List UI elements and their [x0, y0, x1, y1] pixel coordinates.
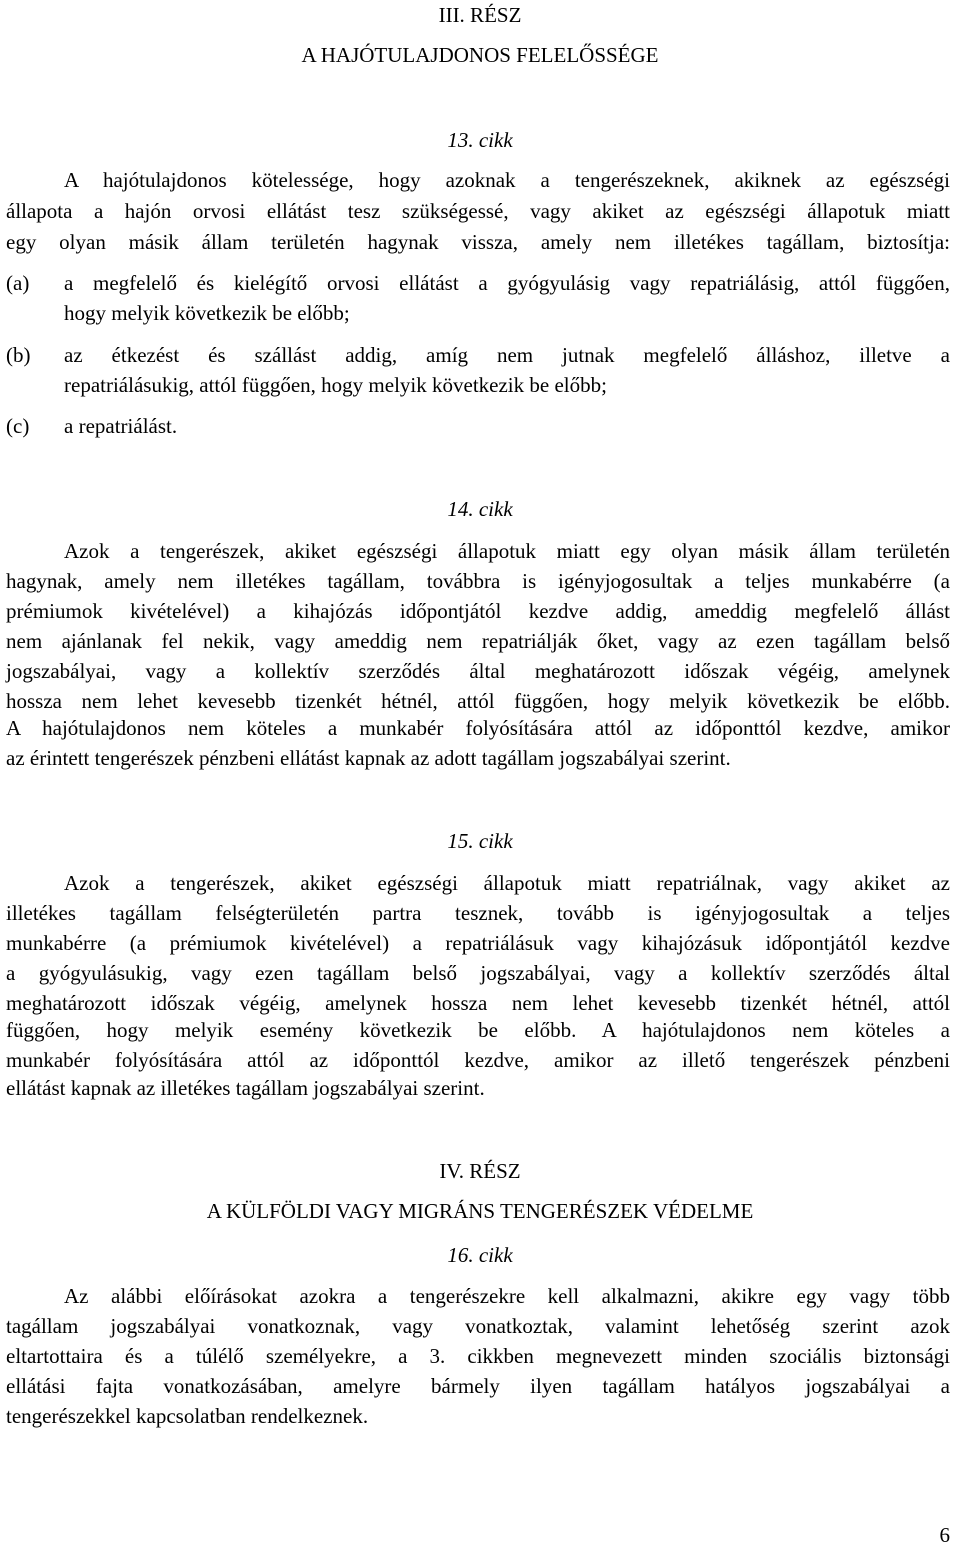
- paragraph-line: függően, hogy melyik esemény következik be előbb. A hajótulajdonos nem köteles a: [6, 1018, 950, 1042]
- part-title: A KÜLFÖLDI VAGY MIGRÁNS TENGERÉSZEK VÉDELME: [206, 1199, 754, 1223]
- paragraph-line: ellátási fajta vonatkozásában, amelyre bármely ilyen tagállam hatályos jogszabályai a: [6, 1374, 950, 1398]
- article-heading: 13. cikk: [447, 128, 513, 152]
- part-heading: IV. RÉSZ: [439, 1159, 521, 1183]
- paragraph-line: munkabérre (a prémiumok kivételével) a repatriálásuk vagy kihajózásuk időpontjától kezdve: [6, 931, 950, 955]
- paragraph-line: illetékes tagállam felségterületén partra tesznek, tovább is igényjogosultak a teljes: [6, 901, 950, 925]
- paragraph-line: hossza nem lehet kevesebb tizenkét hétnél, attól függően, hogy melyik következik be előbb.: [6, 689, 950, 713]
- paragraph-line: meghatározott időszak végéig, amelynek hossza nem lehet kevesebb tizenkét hétnél, attól: [6, 991, 950, 1015]
- paragraph-line: tagállam jogszabályai vonatkoznak, vagy vonatkoztak, valamint lehetőség szerint azok: [6, 1314, 950, 1338]
- paragraph-line: jogszabályai, vagy a kollektív szerződés által meghatározott időszak végéig, amelynek: [6, 659, 950, 683]
- paragraph-line: egy olyan másik állam területén hagynak vissza, amely nem illetékes tagállam, biztosítja:: [6, 230, 950, 254]
- paragraph-line: ellátást kapnak az illetékes tagállam jogszabályai szerint.: [6, 1076, 485, 1100]
- list-item-label: (c): [6, 414, 30, 438]
- list-item-line: hogy melyik következik be előbb;: [64, 301, 350, 325]
- paragraph-line: A hajótulajdonos nem köteles a munkabér folyósítására attól az időponttól kezdve, amikor: [6, 716, 950, 740]
- list-item-line: a megfelelő és kielégítő orvosi ellátást a gyógyulásig vagy repatriálásig, attól függően,: [64, 271, 950, 295]
- list-item-line: repatriálásukig, attól függően, hogy melyik következik be előbb;: [64, 373, 607, 397]
- paragraph-line: állapota a hajón orvosi ellátást tesz szükségessé, vagy akiket az egészségi állapotuk miatt: [6, 199, 950, 223]
- paragraph-line: nem ajánlanak fel nekik, vagy ameddig nem repatriálják őket, vagy az ezen tagállam belső: [6, 629, 950, 653]
- article-heading: 15. cikk: [447, 829, 513, 853]
- article-heading: 14. cikk: [447, 497, 513, 521]
- page-number: 6: [939, 1523, 950, 1547]
- part-heading: III. RÉSZ: [438, 3, 522, 27]
- paragraph-line: az érintett tengerészek pénzbeni ellátást kapnak az adott tagállam jogszabályai szerint.: [6, 746, 731, 770]
- paragraph-line: Azok a tengerészek, akiket egészségi állapotuk miatt egy olyan másik állam területén: [64, 539, 950, 563]
- paragraph-line: hagynak, amely nem illetékes tagállam, továbbra is igényjogosultak a teljes munkabérre (a: [6, 569, 950, 593]
- paragraph-line: munkabér folyósítására attól az időponttól kezdve, amikor az illető tengerészek pénzbeni: [6, 1048, 950, 1072]
- paragraph-line: prémiumok kivételével) a kihajózás időpontjától kezdve addig, ameddig megfelelő állást: [6, 599, 950, 623]
- paragraph-line: eltartottaira és a túlélő személyekre, a 3. cikkben megnevezett minden szociális biztonsági: [6, 1344, 950, 1368]
- list-item-line: a repatriálást.: [64, 414, 178, 438]
- paragraph-line: Az alábbi előírásokat azokra a tengerészekre kell alkalmazni, akikre egy vagy több: [64, 1284, 950, 1308]
- list-item-label: (b): [6, 343, 31, 367]
- article-heading: 16. cikk: [447, 1243, 513, 1267]
- part-title: A HAJÓTULAJDONOS FELELŐSSÉGE: [301, 43, 659, 67]
- paragraph-line: A hajótulajdonos kötelessége, hogy azoknak a tengerészeknek, akiknek az egészségi: [64, 168, 950, 192]
- list-item-line: az étkezést és szállást addig, amíg nem jutnak megfelelő álláshoz, illetve a: [64, 343, 950, 367]
- paragraph-line: tengerészekkel kapcsolatban rendelkeznek.: [6, 1404, 369, 1428]
- list-item-label: (a): [6, 271, 30, 295]
- paragraph-line: Azok a tengerészek, akiket egészségi állapotuk miatt repatriálnak, vagy akiket az: [64, 871, 950, 895]
- paragraph-line: a gyógyulásukig, vagy ezen tagállam belső jogszabályai, vagy a kollektív szerződés által: [6, 961, 950, 985]
